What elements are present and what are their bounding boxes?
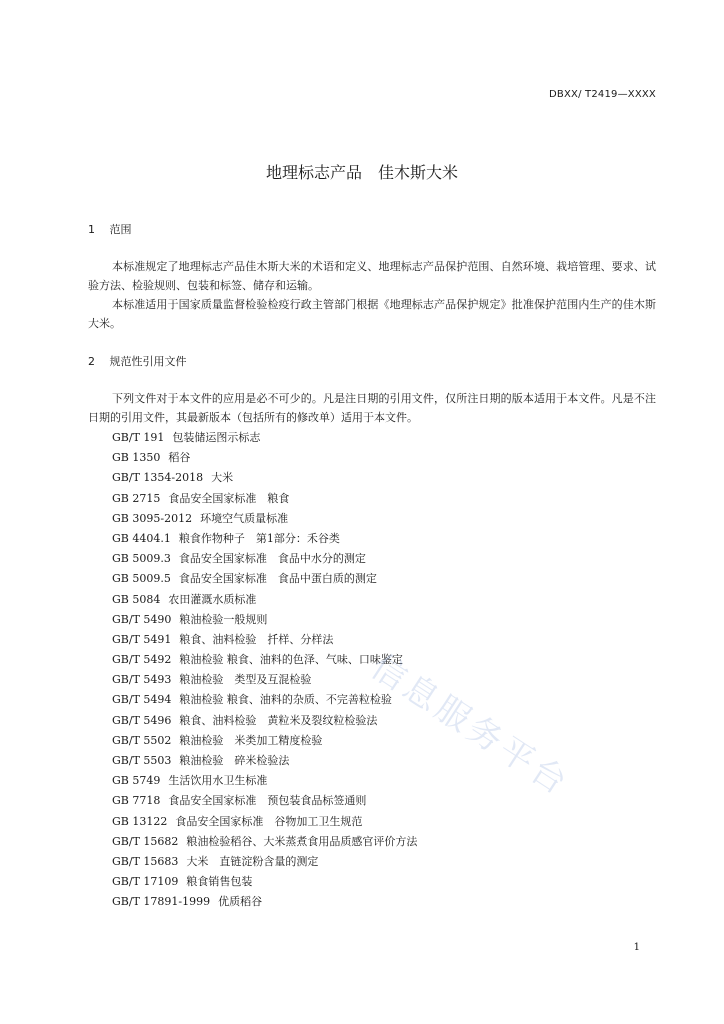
reference-title: 稻谷: [168, 451, 191, 465]
section-title: 范围: [109, 223, 132, 236]
reference-code: GB/T 191: [112, 431, 165, 444]
reference-item: [112, 610, 417, 630]
paragraph: 下列文件对于本文件的应用是必不可少的。凡是注日期的引用文件，仅所注日期的版本适用于本文件。凡是不注日期的引用文件，其最新版本（包括所有的修改单）适用于本文件。: [88, 392, 656, 424]
reference-code: GB/T 1354-2018: [112, 471, 204, 485]
document-title: 地理标志产品 佳木斯大米: [265, 163, 458, 182]
reference-code: GB/T 5496: [112, 713, 172, 727]
reference-code: GB 4404.1: [112, 531, 171, 545]
reference-title: 包装储运图示标志: [172, 431, 261, 444]
reference-title: 粮油检验 粮食、油料的色泽、气味、口味鉴定: [179, 653, 403, 667]
reference-title: 粮食、油料检验 扦样、分样法: [179, 632, 334, 646]
reference-code: GB 7718: [112, 794, 161, 808]
reference-code: GB 5084: [112, 592, 161, 606]
reference-code: GB 13122: [112, 814, 168, 828]
reference-code: GB/T 5503: [112, 754, 172, 767]
reference-title: 大米 直链淀粉含量的测定: [186, 854, 319, 868]
reference-item: [112, 468, 417, 488]
reference-title: 生活饮用水卫生标准: [168, 774, 268, 788]
reference-item: [112, 630, 417, 650]
reference-item: [112, 812, 417, 832]
reference-item: [112, 892, 417, 912]
reference-item: [112, 791, 417, 811]
reference-item: [112, 872, 417, 892]
reference-title: 食品安全国家标准 预包装食品标签通则: [168, 794, 367, 808]
reference-code: GB 5749: [112, 774, 161, 788]
reference-title: 粮食作物种子 第1部分：禾谷类: [178, 531, 340, 545]
reference-item: [112, 448, 417, 468]
section-title: 规范性引用文件: [109, 355, 187, 368]
reference-item: [112, 569, 417, 589]
reference-title: 粮油检验 类型及互混检验: [179, 673, 312, 687]
reference-item: [112, 428, 417, 448]
reference-title: 食品安全国家标准 食品中水分的测定: [178, 552, 366, 566]
reference-title: 食品安全国家标准 食品中蛋白质的测定: [178, 572, 377, 586]
reference-item: [112, 690, 417, 710]
document-code: DBXX/ T2419—XXXX: [549, 89, 656, 100]
section-number: 1: [88, 223, 95, 236]
reference-code: GB 5009.5: [112, 572, 171, 586]
reference-item: [112, 509, 417, 529]
reference-item: [112, 590, 417, 610]
reference-title: 粮油检验 碎米检验法: [179, 754, 290, 767]
reference-title: 粮油检验一般规则: [179, 612, 268, 626]
reference-code: GB/T 5493: [112, 673, 172, 687]
reference-code: GB 5009.3: [112, 552, 171, 566]
reference-item: [112, 751, 417, 771]
reference-title: 环境空气质量标准: [200, 511, 289, 525]
reference-title: 粮油检验 米类加工精度检验: [179, 733, 323, 747]
reference-title: 粮油检验稻谷、大米蒸煮食用品质感官评价方法: [186, 834, 418, 848]
paragraph: 本标准适用于国家质量监督检验检疫行政主管部门根据《地理标志产品保护规定》批准保护范围内生产的佳木斯大米。: [88, 298, 656, 330]
reference-item: [112, 731, 417, 751]
reference-title: 粮油检验 粮食、油料的杂质、不完善粒检验: [179, 693, 392, 707]
reference-code: GB/T 17891-1999: [112, 895, 211, 909]
reference-item: [112, 549, 417, 569]
reference-code: GB/T 5494: [112, 693, 172, 707]
reference-code: GB 3095-2012: [112, 511, 193, 525]
reference-code: GB 1350: [112, 451, 161, 465]
reference-code: GB/T 5490: [112, 612, 172, 626]
reference-title: 粮食、油料检验 黄粒米及裂纹粒检验法: [179, 713, 378, 727]
reference-item: [112, 852, 417, 872]
reference-code: GB/T 5491: [112, 632, 172, 646]
reference-code: GB/T 17109: [112, 875, 179, 889]
reference-item: [112, 771, 417, 791]
reference-item: [112, 832, 417, 852]
page-number: 1: [633, 942, 640, 953]
reference-code: GB 2715: [112, 491, 161, 505]
reference-item: [112, 529, 417, 549]
reference-code: GB/T 5492: [112, 653, 172, 667]
reference-title: 粮食销售包装: [186, 875, 253, 889]
reference-title: 食品安全国家标准 粮食: [168, 491, 290, 505]
reference-title: 优质稻谷: [218, 895, 263, 909]
reference-code: GB/T 15682: [112, 834, 179, 848]
reference-code: GB/T 5502: [112, 733, 172, 747]
reference-title: 食品安全国家标准 谷物加工卫生规范: [175, 814, 363, 828]
section-heading-scope: [88, 221, 132, 237]
section-number: 2: [88, 355, 95, 368]
reference-code: GB/T 15683: [112, 854, 179, 868]
reference-title: 大米: [211, 471, 234, 485]
reference-item: [112, 489, 417, 509]
reference-title: 农田灌溉水质标准: [168, 592, 257, 606]
paragraph: 本标准规定了地理标志产品佳木斯大米的术语和定义、地理标志产品保护范围、自然环境、栽培管理、要求、试验方法、检验规则、包装和标签、储存和运输。: [88, 260, 656, 292]
reference-item: [112, 711, 417, 731]
section-heading-normative-references: [88, 353, 187, 369]
watermark-text: 信息服务平台: [363, 646, 577, 805]
